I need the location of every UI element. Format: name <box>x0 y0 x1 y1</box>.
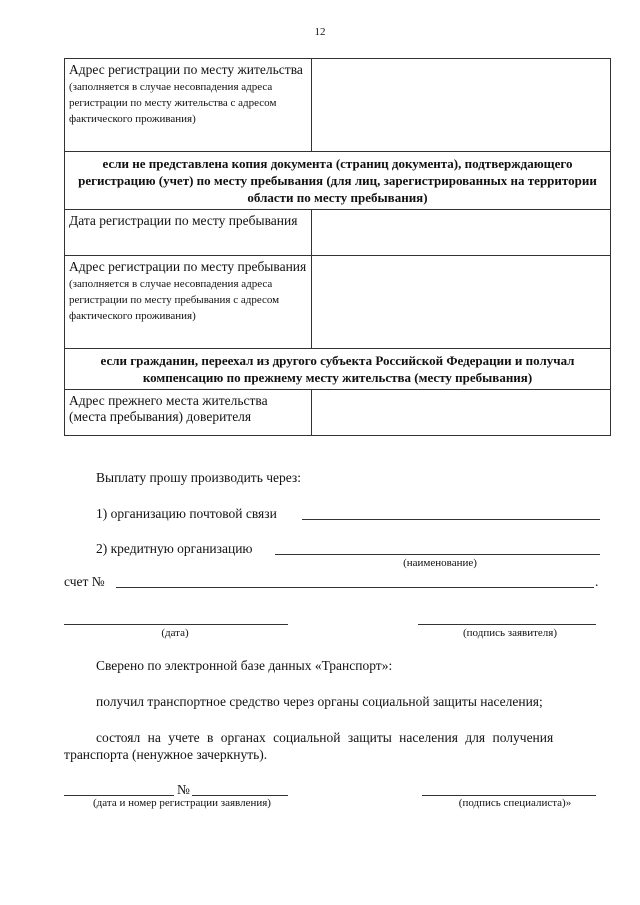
table-row <box>65 256 611 349</box>
table-row <box>65 59 611 152</box>
registration-number-line[interactable] <box>192 795 288 796</box>
post-organization-line[interactable] <box>302 519 600 520</box>
payment-intro: Выплату прошу производить через: <box>96 470 301 485</box>
residence-address-label: Адрес регистрации по месту жительства <box>69 62 303 77</box>
page-number: 12 <box>314 26 326 38</box>
option-bank-label: 2) кредитную организацию <box>96 541 253 556</box>
account-label: счет № <box>64 574 105 589</box>
registration-number-sign: № <box>177 782 190 797</box>
residence-address-note: (заполняется в случае несовпадения адреса регистрации по месту жительства с адресом фактического проживания) <box>69 81 277 125</box>
registration-caption: (дата и номер регистрации заявления) <box>93 797 271 809</box>
previous-address-label: Адрес прежнего места жительства (места пребывания) доверителя <box>65 390 312 436</box>
stay-address-label-cell <box>65 256 312 349</box>
date-caption: (дата) <box>161 627 189 639</box>
table-row <box>65 390 611 436</box>
table-row <box>65 349 611 390</box>
stay-date-label: Дата регистрации по месту пребывания <box>65 210 312 256</box>
residence-address-label-cell <box>65 59 312 152</box>
option-post-label: 1) организацию почтовой связи <box>96 506 277 521</box>
data-table <box>64 58 611 436</box>
residence-address-value[interactable] <box>312 59 611 152</box>
date-line[interactable] <box>64 624 288 625</box>
verification-heading: Сверено по электронной базе данных «Транспорт»: <box>96 658 393 673</box>
applicant-signature-caption: (подпись заявителя) <box>462 627 558 639</box>
table-row <box>65 210 611 256</box>
account-number-line[interactable] <box>116 587 594 588</box>
bank-name-caption: (наименование) <box>403 557 477 569</box>
stay-address-label: Адрес регистрации по месту пребывания <box>69 259 307 274</box>
registration-date-line[interactable] <box>64 795 174 796</box>
specialist-signature-caption: (подпись специалиста)» <box>458 797 572 809</box>
table-row <box>65 152 611 210</box>
verification-item-registered-line2: транспорта (ненужное зачеркнуть). <box>64 747 268 762</box>
account-end-dot: . <box>595 574 599 589</box>
previous-address-value[interactable] <box>312 390 611 436</box>
stay-date-value[interactable] <box>312 210 611 256</box>
stay-address-value[interactable] <box>312 256 611 349</box>
verification-item-registered-line1: состоял на учете в органах социальной защиты населения для получения <box>96 730 554 745</box>
stay-address-note: (заполняется в случае несовпадения адреса регистрации по месту пребывания с адресом фактического проживания) <box>69 278 280 322</box>
applicant-signature-line[interactable] <box>418 624 596 625</box>
section-moved-header: если гражданин, переехал из другого субъекта Российской Федерации и получал компенсацию по прежнему месту жительства (месту пребывания) <box>65 349 611 390</box>
verification-item-vehicle-received: получил транспортное средство через органы социальной защиты населения; <box>96 694 543 709</box>
specialist-signature-line[interactable] <box>422 795 596 796</box>
bank-name-line[interactable] <box>275 554 600 555</box>
section-stay-header: если не представлена копия документа (страниц документа), подтверждающего регистрацию (учет) по месту пребывания (для лиц, зарегистрированных на территории области по месту пребывания) <box>65 152 611 210</box>
